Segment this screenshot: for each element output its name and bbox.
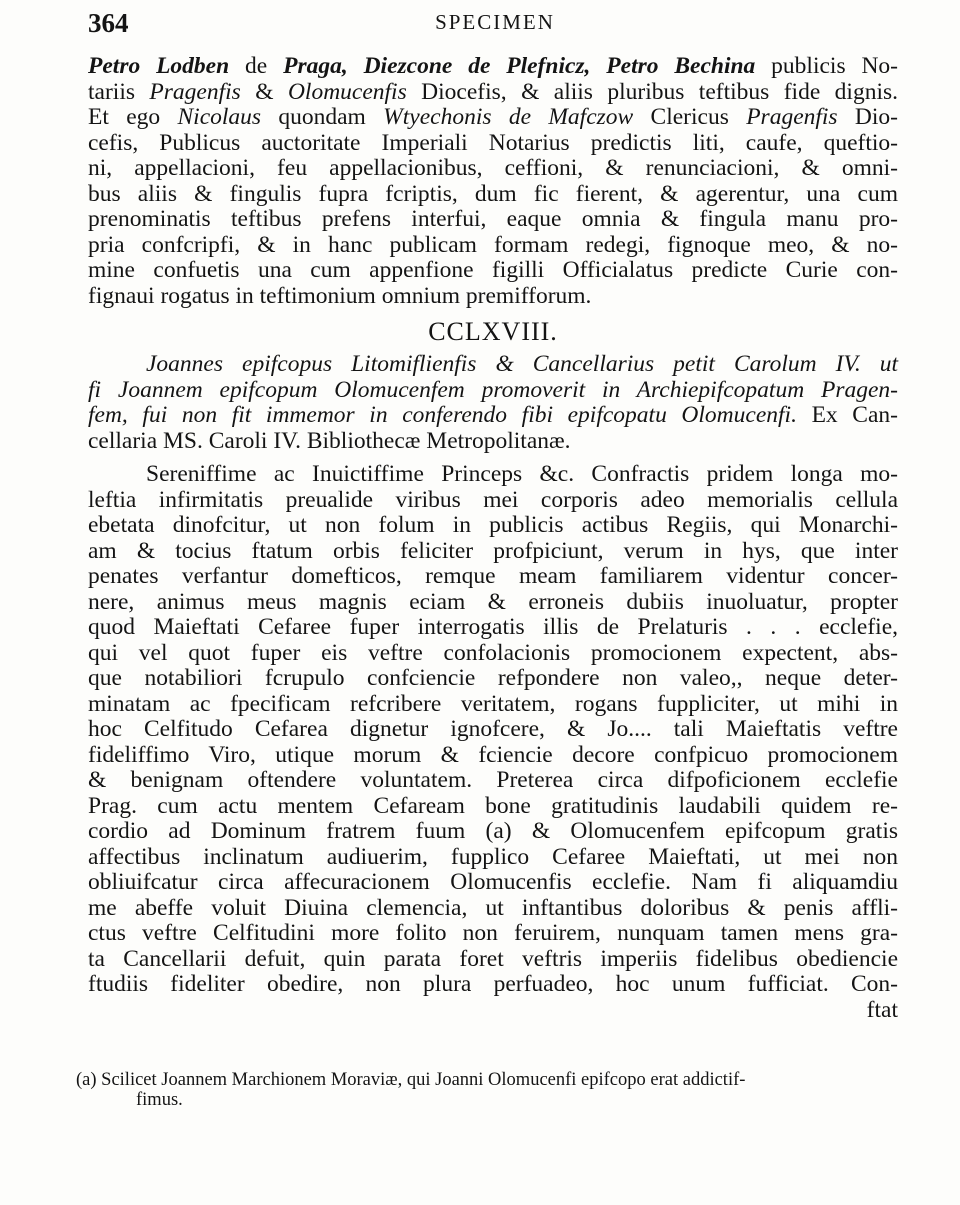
summary-line: fi Joannem epifcopum Olomucenfem promoverit in Archiepifcopatum Pragen-: [88, 376, 898, 403]
letter-line: hoc Celfitudo Cefarea dignetur ignofcere, & Jo.... tali Maieftatis veftre: [88, 716, 898, 742]
letter-line: Sereniffime ac Inuictiffime Princeps &c. Confractis pridem longa mo-: [146, 461, 898, 487]
letter-line: penates verfantur domefticos, remque meam familiarem videntur concer-: [88, 563, 898, 589]
name-fragment: Praga, Diezcone de Plefnicz, Petro Bechina: [283, 53, 756, 79]
text-line: fignaui rogatus in teftimonium omnium premifforum.: [88, 282, 592, 309]
text-fragment: Et ego: [88, 104, 178, 130]
source-note-line: cellaria MS. Caroli IV. Bibliothecæ Metropolitanæ.: [88, 427, 571, 454]
letter-line: affectibus inclinatum audiuerim, fupplico Cefaree Maieftati, ut mei non: [88, 843, 898, 870]
letter-line: Prag. cum actu mentem Cefaream bone gratitudinis laudabili quidem re-: [88, 792, 898, 819]
text-fragment: publicis No-: [755, 53, 898, 79]
text-line: prenominatis teftibus prefens interfui, eaque omnia & fingula manu pro-: [88, 206, 898, 232]
text-line: cefis, Publicus auctoritate Imperiali Notarius predictis liti, caufe, queftio-: [88, 129, 898, 156]
text-line: mine confuetis una cum appenfione figilli Officialatus predicte Curie con-: [88, 257, 898, 283]
summary-text: fem, fui non fit immemor in conferendo fibi epifcopatu Olomucenfi.: [88, 402, 797, 428]
letter-line: minatam ac fpecificam refcribere veritatem, rogans fuppliciter, ut mihi in: [88, 690, 898, 717]
section-number: CCLXVIII.: [428, 317, 558, 346]
letter-line: ta Cancellarii defuit, quin parata foret veftris imperiis fidelibus obediencie: [88, 945, 898, 972]
running-head: SPECIMEN: [435, 10, 555, 34]
text-fragment: quondam: [261, 104, 384, 130]
footnote-text: Scilicet Joannem Marchionem Moraviæ, qui Joanni Olomucenfi epifcopo erat addictif-: [101, 1070, 746, 1090]
text-fragment: Pragenfis: [149, 78, 241, 105]
footnote-marker: (a): [76, 1070, 97, 1090]
notarial-paragraph: [88, 54, 898, 309]
footnote-line: fimus.: [136, 1090, 183, 1110]
summary-line: Joannes epifcopus Litomiflienfis & Cancellarius petit Carolum IV. ut: [146, 351, 898, 377]
text-fragment: Dio-: [837, 104, 898, 130]
letter-line: quod Maieftati Cefaree fuper interrogatis illis de Prelaturis . . . ecclefie,: [88, 614, 898, 640]
letter-line: que notabiliori fcrupulo confciencie refpondere non valeo,, neque deter-: [88, 665, 898, 691]
text-fragment: tariis: [88, 78, 150, 105]
letter-line: cordio ad Dominum fratrem fuum (a) & Olomucenfem epifcopum gratis: [88, 818, 898, 844]
letter-body: [88, 462, 898, 1023]
text-fragment: Nicolaus: [177, 104, 262, 130]
text-line: pria confcripfi, & in hanc publicam formam redegi, fignoque meo, & no-: [88, 231, 898, 258]
text-line: ni, appellacioni, feu appellacionibus, ceffioni, & renunciacioni, & omni-: [88, 155, 898, 181]
source-note: Ex Can-: [796, 402, 898, 428]
letter-line: & benignam oftendere voluntatem. Preterea circa difpoficionem ecclefie: [88, 767, 898, 793]
footnote: [76, 1070, 898, 1110]
letter-line: ebetata dinofcitur, ut non folum in publicis actibus Regiis, qui Monarchi-: [88, 512, 898, 538]
letter-line: am & tocius ftatum orbis feliciter profpiciunt, verum in hys, que inter: [88, 537, 898, 564]
letter-line: ctus veftre Celfitudini more folito non feruirem, nunquam tamen mens gra-: [88, 920, 898, 946]
text-fragment: Clericus: [633, 104, 747, 130]
document-summary: [88, 352, 898, 454]
text-line: [88, 80, 898, 106]
text-line: [88, 54, 898, 80]
name-petro-lodben: Petro Lodben: [88, 53, 230, 79]
letter-line: obliuifcatur circa affecuracionem Olomucenfis ecclefie. Nam fi aliquamdiu: [88, 869, 898, 895]
letter-line: qui vel quot fuper eis veftre confolacionis promocionem expectent, abs-: [88, 639, 898, 666]
page-header: [88, 8, 902, 40]
letter-line: me abeffe voluit Diuina clemencia, ut inftantibus doloribus & penis affli-: [88, 894, 898, 921]
letter-line: ftudiis fideliter obedire, non plura perfuadeo, hoc unum fufficiat. Con-: [88, 971, 898, 997]
text-fragment: Pragenfis: [746, 104, 838, 130]
letter-line: fideliffimo Viro, utique morum & fciencie decore confpicuo promocionem: [88, 741, 898, 768]
footnote-line: [76, 1070, 898, 1090]
letter-line: nere, animus meus magnis eciam & erroneis dubiis inuoluatur, propter: [88, 588, 898, 615]
summary-line: [88, 403, 898, 429]
text-line: [88, 105, 898, 131]
text-fragment: Olomucenfis: [287, 78, 407, 105]
page-number: 364: [88, 8, 129, 38]
letter-line: leftia infirmitatis preualide viribus mei corporis adeo memorialis cellula: [88, 486, 898, 513]
catchword: ftat: [866, 996, 898, 1023]
text-fragment: &: [240, 78, 288, 105]
text-line: bus aliis & fingulis fupra fcriptis, dum fic fierent, & agerentur, una cum: [88, 180, 898, 207]
text-fragment: de: [229, 53, 284, 79]
text-fragment: Wtyechonis de Mafczow: [383, 104, 634, 130]
text-fragment: Diocefis, & aliis pluribus teftibus fide dignis.: [406, 78, 898, 105]
